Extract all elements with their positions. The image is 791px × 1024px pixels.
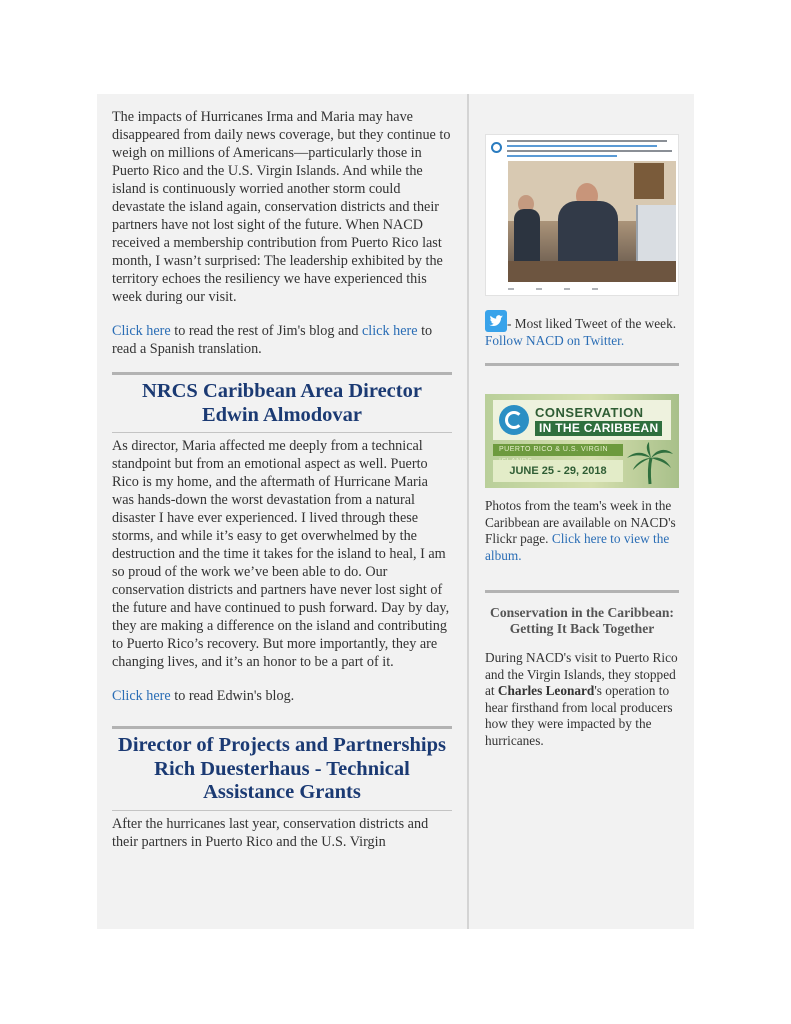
banner-title-card <box>493 400 671 440</box>
tweet-screenshot[interactable] <box>485 134 679 296</box>
video-title: Conservation in the Caribbean: Getting It Back Together <box>490 605 674 636</box>
video-text: During NACD's visit to Puerto Rico and the Virgin Islands, they stopped at <box>485 650 678 698</box>
intro-paragraph: The impacts of Hurricanes Irma and Maria may have disappeared from daily news coverage, but they continue to weigh on millions of Americans—particularly those in Puerto Rico and the U.S. Virgin Islands. And while the island is continuously worried another storm could devastate the island again, conservation districts and their partners have not lost sight of the future. When NACD received a membership contribution from Puerto Rico last month, I wasn’t surprised: The leadership exhibited by the territory echoes the resiliency we have experienced this week during our visit. <box>112 109 451 305</box>
video-text: 's operation to hear firsthand from local producers how they were impacted by the hurricanes. <box>485 683 673 748</box>
twitter-bird-icon[interactable] <box>485 310 507 332</box>
tweet-header <box>490 138 675 160</box>
banner-title-line1: CONSERVATION <box>535 405 644 420</box>
tweet-caption-text: - Most liked Tweet of the week. <box>507 316 677 331</box>
flickr-album-link[interactable]: Click here to view the album. <box>485 531 670 563</box>
flickr-caption <box>485 498 679 564</box>
section-title-edwin <box>112 375 452 432</box>
jim-blog-paragraph <box>112 322 452 358</box>
tweet-photo <box>508 161 676 282</box>
newsletter-page <box>97 94 694 929</box>
section-title-rich <box>112 729 452 810</box>
video-description <box>485 650 679 749</box>
banner-location: PUERTO RICO & U.S. VIRGIN <box>493 444 623 456</box>
tweet-caption <box>485 310 679 349</box>
conservation-logo-icon <box>499 405 529 435</box>
section-title-line: NRCS Caribbean Area Director <box>142 380 422 402</box>
banner-title-line2: IN THE CARIBBEAN <box>535 421 662 436</box>
banner-dates: JUNE 25 - 29, 2018 <box>493 460 623 482</box>
edwin-paragraph: As director, Maria affected me deeply from a technical standpoint but from an emotional aspect as well. Puerto Rico is my home, and the aftermath of Hurricane Maria was hands-down the worst devastation from a natural disaster I have ever experienced. I lived through these storms, and while it’s easy to get overwhelmed by the destruction and the time it takes for the island to heal, I am so proud of the work we’ve been able to do. Our conservation districts and partners have never lost sight of the future and have continued to push forward. Day by day, they are making a difference on the island and contributing to Puerto Rico’s recovery. But more importantly, they are changing lives, and it’s an honor to be a part of it. <box>112 438 450 670</box>
rich-paragraph: After the hurricanes last year, conservation districts and their partners in Puerto Rico and the U.S. Virgin <box>112 815 429 850</box>
jim-blog-text-1: to read the rest of Jim's blog and <box>170 323 362 339</box>
section-title-line: Rich Duesterhaus - Technical <box>154 757 410 780</box>
column-divider <box>467 94 469 929</box>
edwin-blog-text: to read Edwin's blog. <box>170 688 295 704</box>
conservation-banner[interactable] <box>485 394 679 488</box>
edwin-blog-paragraph <box>112 687 452 705</box>
palm-tree-icon <box>625 442 675 486</box>
jim-blog-text-2: to read a Spanish translation. <box>112 323 433 357</box>
section-title-line: Director of Projects and Partnerships <box>118 734 446 756</box>
section-title-line: Assistance Grants <box>203 781 361 803</box>
flickr-text: Photos from the team's week in the Caribbean are available on NACD's Flickr page. <box>485 498 676 546</box>
jim-blog-link[interactable]: Click here <box>112 323 171 339</box>
spanish-translation-link[interactable]: click here <box>362 323 418 339</box>
nacd-logo-icon <box>491 142 502 153</box>
tweet-actions <box>508 285 628 293</box>
edwin-blog-link[interactable]: Click here <box>112 688 171 704</box>
section-title-line: Edwin Almodovar <box>201 403 363 426</box>
main-column <box>112 108 452 851</box>
follow-twitter-link[interactable]: Follow NACD on Twitter. <box>485 332 625 348</box>
sidebar-column <box>485 134 679 749</box>
producer-name: Charles Leonard <box>497 683 595 698</box>
